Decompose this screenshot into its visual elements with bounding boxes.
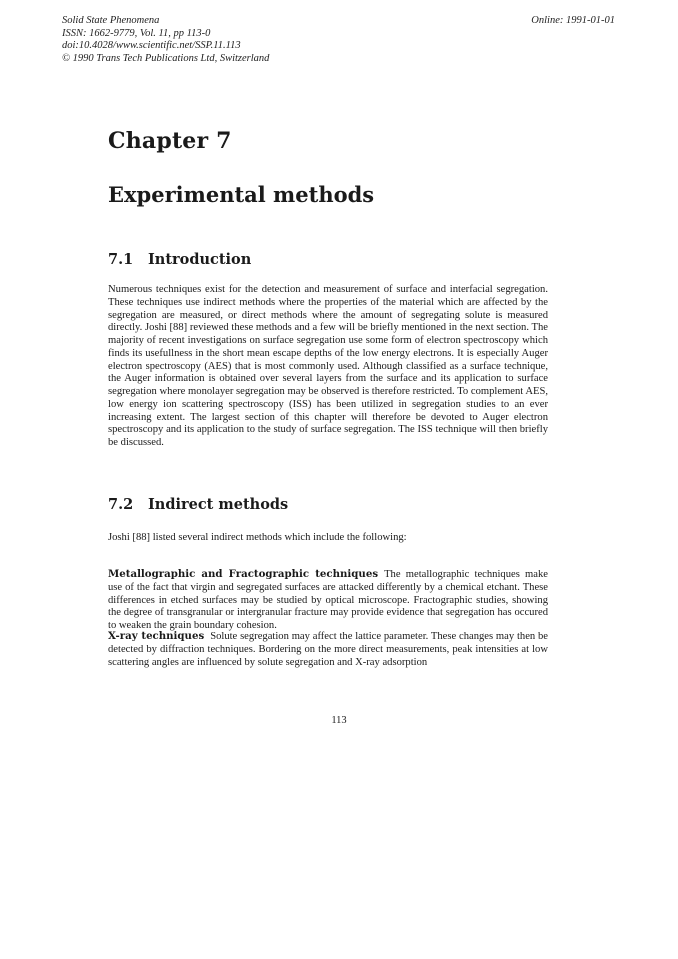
- page-number: 113: [331, 715, 347, 726]
- section-number: 7.2: [108, 496, 134, 513]
- section-heading-indirect-methods: [108, 496, 288, 513]
- metallographic-paragraph: [108, 568, 548, 633]
- subsection-title: X-ray techniques: [108, 630, 205, 642]
- issn-line: ISSN: 1662-9779, Vol. 11, pp 113-0: [62, 27, 211, 39]
- section-title: Introduction: [148, 251, 252, 268]
- section-heading-introduction: [108, 251, 251, 268]
- chapter-label: Chapter 7: [108, 128, 232, 154]
- indirect-methods-intro: Joshi [88] listed several indirect methods which include the following:: [108, 532, 407, 543]
- section-number: 7.1: [108, 251, 134, 268]
- section-title: Indirect methods: [148, 496, 289, 513]
- subsection-body: The metallographic techniques make use of the fact that virgin and segregated surfaces are attacked differently by a chemical etchant. These differences in etched surfaces may be studied by optical microscope. Fractographic studies, showing the degree of transgranular or intergranular fracture may provide evidence that segregation has occured to weaken the grain boundary cohesion.: [108, 569, 549, 631]
- publication-info: [62, 15, 269, 65]
- chapter-title: Experimental methods: [108, 182, 375, 207]
- xray-paragraph: [108, 630, 548, 669]
- copyright-line: © 1990 Trans Tech Publications Ltd, Switzerland: [62, 52, 270, 64]
- subsection-title: Metallographic and Fractographic techniques: [108, 568, 379, 580]
- online-date: Online: 1991-01-01: [531, 15, 615, 26]
- introduction-paragraph: Numerous techniques exist for the detection and measurement of surface and interfacial segregation. These techniques use indirect methods where the properties of the material which are affected by the segregation are measured, or direct methods where the amount of segregating solute is measured directly. Joshi [88] reviewed these methods and a few will be briefly mentioned in the next section. The majority of recent investigations on surface segregation use some form of electron spectroscopy which finds its usefullness in the short mean escape depths of the low energy electrons. It is especially Auger electron spectroscopy (AES) that is most commonly used. Although classified as a surface technique, the Auger information is obtained over several layers from the surface and its application to surface segregation where monolayer segregation may be observed is therefore restricted. To complement AES, low energy ion scattering spectroscopy (ISS) has been utilized in segregation studies to an ever increasing extent. The largest section of this chapter will therefore be devoted to Auger electron spectroscopy and its application to the study of surface segregation. The ISS technique will then briefly be discussed.: [108, 284, 548, 448]
- doi-link[interactable]: doi:10.4028/www.scientific.net/SSP.11.113: [62, 40, 241, 51]
- subsection-body: Solute segregation may affect the lattice parameter. These changes may then be detected by diffraction techniques. Bordering on the more direct measurements, peak intensities at low scattering angles are influenced by solute segregation and X-ray adsorption: [108, 631, 548, 668]
- journal-name: Solid State Phenomena: [62, 15, 160, 26]
